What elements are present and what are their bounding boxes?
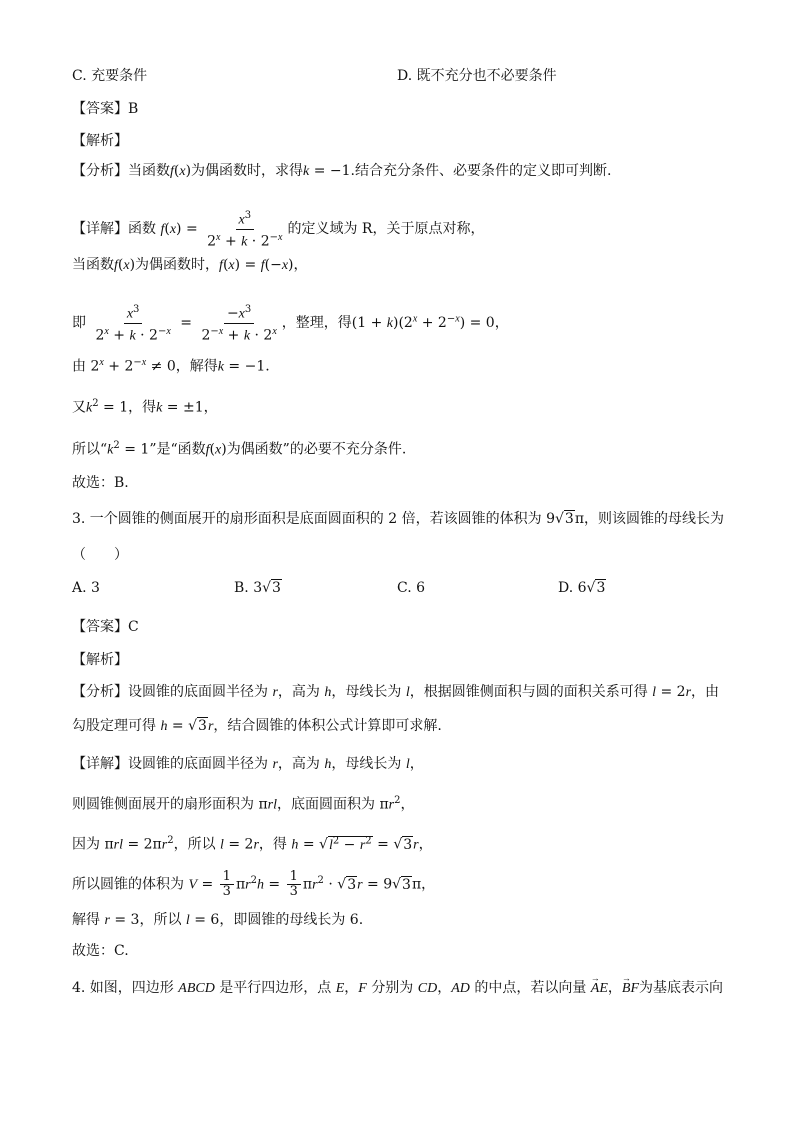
q2-detail-line6: 所以“$k^2 = 1$”是“函数f(x)为偶函数”的必要不充分条件. xyxy=(72,440,407,458)
q3-detail-line1: 【详解】设圆锥的底面圆半径为 r，高为 h，母线长为 l， xyxy=(72,756,424,772)
q3-detail-line5: 解得 r = 3，所以 l = 6，即圆锥的母线长为 6. xyxy=(72,912,364,928)
q2-detail-line5: 又$k^2 = 1$，得k = ±1， xyxy=(72,398,218,416)
q3-detail-line2: 则圆锥侧面展开的扇形面积为 πrl，底面圆面积为 $\pi r^2$， xyxy=(72,795,415,813)
q2-choose: 故选：B. xyxy=(72,475,129,491)
q2-answer: 【答案】B xyxy=(72,101,139,117)
q2-detail-line4: 由 $2^x + 2^{-x} \ne 0$，解得k = −1. xyxy=(72,357,270,375)
q2-option-c: C. 充要条件 xyxy=(72,68,148,84)
q3-fenxi-line1: 【分析】设圆锥的底面圆半径为 r，高为 h，母线长为 l，根据圆锥侧面积与圆的面积关系可得 l = 2r，由 xyxy=(72,684,720,700)
q3-answer: 【答案】C xyxy=(72,619,139,635)
q3-detail-line4: 所以圆锥的体积为 V = $\frac{1}{3}$ $\pi r^2h$ = $\frac{1}{3}$ $\pi r^2 \cdot √3r = 9√3\pi$， xyxy=(72,869,436,899)
q3-fenxi-line2: 勾股定理可得 h = √3r，结合圆锥的体积公式计算即可求解. xyxy=(72,718,442,734)
q2-detail-line3: 即 $\frac{x^3}{2^x + k \cdot 2^{-x}}$ = $\frac{-x^3}{2^{-x} + k \cdot 2^x}$ ，整理，得$(1 + k)(2^x + 2^{-x}) = 0$， xyxy=(72,304,509,344)
q3-analysis-tag: 【解析】 xyxy=(72,652,128,668)
q2-detail-line1: 【详解】函数 f(x) = $\frac{x^3}{2^x + k \cdot 2^{-x}}$ 的定义域为 R，关于原点对称， xyxy=(72,210,485,250)
q3-option-c: C. 6 xyxy=(397,580,426,596)
q4-stem: 4. 如图，四边形 ABCD 是平行四边形，点 E，F 分别为 CD，AD 的中点，若以向量 → AE，→ BF为基底表示向 xyxy=(72,978,723,999)
q2-fenxi: 【分析】当函数f(x)为偶函数时，求得k = −1.结合充分条件、必要条件的定义即可判断. xyxy=(72,163,612,179)
q2-option-d: D. 既不充分也不必要条件 xyxy=(397,68,557,84)
q3-detail-line3: 因为 $\pi rl = 2\pi r^2$，所以 l = 2r，得 $h = √l^2 - r^2 = √3r$， xyxy=(72,835,433,853)
q3-stem: 3. 一个圆锥的侧面展开的扇形面积是底面圆面积的 2 倍，若该圆锥的体积为 9√3π，则该圆锥的母线长为 xyxy=(72,511,725,527)
q3-option-b: B. 3√3 xyxy=(234,580,281,596)
q3-paren: （ ） xyxy=(72,547,128,563)
q2-detail-line2: 当函数f(x)为偶函数时，f(x) = f(−x)， xyxy=(72,257,308,273)
q3-option-d: D. 6√3 xyxy=(558,580,606,596)
q2-analysis-tag: 【解析】 xyxy=(72,133,128,149)
q3-choose: 故选：C. xyxy=(72,943,129,959)
q3-option-a: A. 3 xyxy=(72,580,100,596)
